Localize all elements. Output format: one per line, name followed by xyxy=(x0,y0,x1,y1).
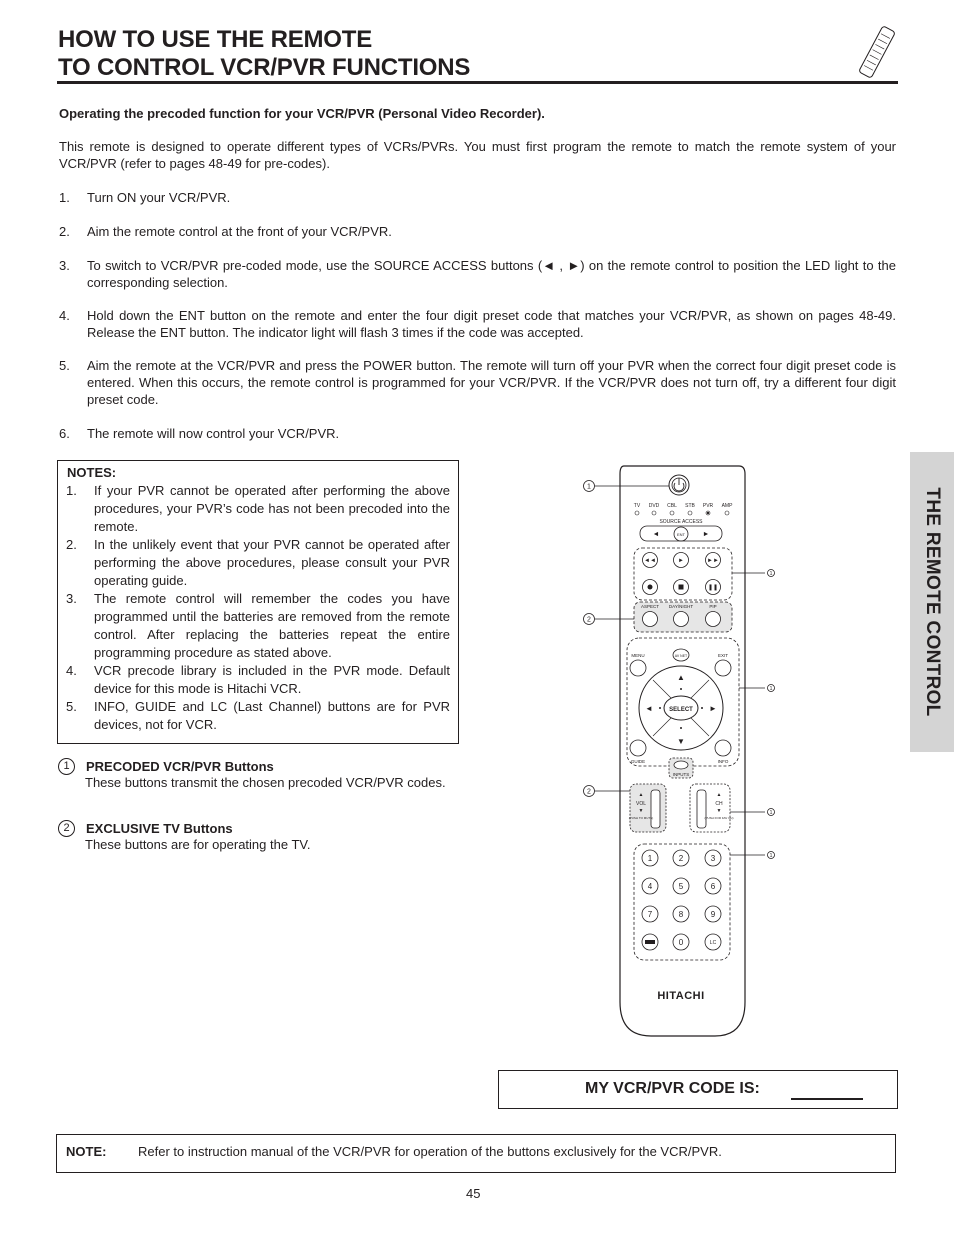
callout-number: 1 xyxy=(769,686,773,692)
digit-label: 7 xyxy=(647,910,653,919)
note-item xyxy=(66,662,450,698)
source-label-pvr: PVR xyxy=(702,503,714,509)
day-night-button xyxy=(674,612,689,627)
digit-label: 0 xyxy=(678,938,684,947)
step-number: 4. xyxy=(59,308,70,323)
ch-down-icon: ▼ xyxy=(716,808,722,814)
up-arrow-icon: ▲ xyxy=(677,673,685,682)
step-number: 3. xyxy=(59,258,70,273)
remote-thumbnail-icon xyxy=(856,24,898,80)
lc-label: LC xyxy=(709,940,717,946)
source-access-label: SOURCE ACCESS xyxy=(659,519,703,525)
step-text: Aim the remote control at the front of your VCR/PVR. xyxy=(87,224,392,239)
legend-title: PRECODED VCR/PVR Buttons xyxy=(86,759,274,774)
brand-logo: HITACHI xyxy=(657,990,705,1002)
note-text: INFO, GUIDE and LC (Last Channel) buttons are for PVR devices, not for VCR. xyxy=(94,699,450,732)
step-item xyxy=(59,425,896,442)
pause-icon: ❚❚ xyxy=(707,585,719,591)
note-item xyxy=(66,482,450,536)
digit-label: 1 xyxy=(647,854,653,863)
callout-marker: 2 xyxy=(58,820,75,837)
step-item xyxy=(59,189,896,206)
step-text: Turn ON your VCR/PVR. xyxy=(87,190,231,205)
rewind-icon: ◄◄ xyxy=(644,558,656,564)
play-icon: ► xyxy=(678,558,684,564)
menu-label: MENU xyxy=(631,653,645,658)
step-number: 2. xyxy=(59,224,70,239)
guide-label: GUIDE xyxy=(630,759,646,764)
title-divider xyxy=(57,81,898,84)
left-arrow-icon: ◄ xyxy=(645,704,653,713)
page-title xyxy=(58,26,470,82)
note-item xyxy=(66,698,450,734)
remote-body xyxy=(620,466,745,1036)
source-label-tv: TV xyxy=(633,503,641,509)
legend-description: These buttons are for operating the TV. xyxy=(85,837,311,852)
remote-illustration xyxy=(575,462,775,1042)
volume-rocker xyxy=(651,790,660,828)
ch-label: CH xyxy=(715,801,723,807)
step-text: Aim the remote at the VCR/PVR and press the POWER button. The remote will turn off your PVR when the correct four digit preset code is entered. When this occurs, the remote control is programmed for your VCR/PVR. If the VCR/PVR does not turn off, try a different four digit preset code. xyxy=(87,358,896,407)
source-label-cbl: CBL xyxy=(667,503,677,509)
legend-exclusive-tv xyxy=(58,820,458,853)
note-text: If your PVR cannot be operated after performing the above procedures, your PVR’s code has not been precoded into the remote. xyxy=(94,483,450,534)
av-net-label: AV NET xyxy=(674,654,688,658)
exit-label: EXIT xyxy=(717,653,729,658)
vol-up-icon: ▲ xyxy=(638,792,644,798)
callout-number: 1 xyxy=(587,483,591,491)
section-tab-label: THE REMOTE CONTROL xyxy=(922,487,943,717)
digit-label: 3 xyxy=(710,854,716,863)
select-label: SELECT xyxy=(669,707,693,713)
note-text: The remote control will remember the codes you have programmed until the batteries are removed from the remote control. After replacing the batteries repeat the entire programming procedure as stated above. xyxy=(94,591,450,660)
digit-label: 5 xyxy=(678,882,684,891)
step-item xyxy=(59,307,896,341)
title-line-1: HOW TO USE THE REMOTE xyxy=(58,26,373,53)
callout-number: 2 xyxy=(587,616,591,624)
step-item xyxy=(59,223,896,240)
day-night-label: DAY/NIGHT xyxy=(668,604,694,609)
source-label-stb: STB xyxy=(685,503,695,509)
power-button xyxy=(669,475,689,495)
page-number: 45 xyxy=(466,1186,481,1201)
callout-number: 1 xyxy=(769,571,773,577)
right-arrow-icon: ► xyxy=(709,704,717,713)
legend-description: These buttons transmit the chosen precoded VCR/PVR codes. xyxy=(85,775,446,790)
note-item xyxy=(66,590,450,662)
callout-number: 1 xyxy=(769,853,773,859)
bottom-note-text: Refer to instruction manual of the VCR/PVR for operation of the buttons exclusively for the VCR/PVR. xyxy=(138,1144,722,1159)
vcr-code-box xyxy=(498,1070,898,1109)
legend-title: EXCLUSIVE TV Buttons xyxy=(86,821,233,836)
title-line-2: TO CONTROL VCR/PVR FUNCTIONS xyxy=(58,54,471,81)
source-label-dvd: DVD xyxy=(648,503,660,509)
digit-label: 6 xyxy=(710,882,716,891)
note-number: 1. xyxy=(66,483,77,498)
callout-number: 2 xyxy=(587,788,591,796)
source-right-arrow-icon: ► xyxy=(702,531,710,538)
note-number: 5. xyxy=(66,699,77,714)
notes-box xyxy=(57,460,459,744)
note-text: In the unlikely event that your PVR cannot be operated after performing the above procedures, please consult your PVR operating guide. xyxy=(94,537,450,588)
vol-mute-label: (PUSH TO MUTE) xyxy=(628,816,654,820)
step-number: 1. xyxy=(59,190,70,205)
pip-button xyxy=(706,612,721,627)
step-item xyxy=(59,357,896,408)
step-text: The remote will now control your VCR/PVR. xyxy=(87,426,340,441)
aspect-label: ASPECT xyxy=(640,604,660,609)
dash-icon xyxy=(645,940,655,944)
note-number: 4. xyxy=(66,663,77,678)
callout-marker: 1 xyxy=(58,758,75,775)
section-subheading: Operating the precoded function for your VCR/PVR (Personal Video Recorder). xyxy=(59,106,545,121)
stop-icon xyxy=(679,585,684,590)
notes-title: NOTES: xyxy=(67,465,117,480)
step-text: To switch to VCR/PVR pre-coded mode, use the SOURCE ACCESS buttons (◄ , ►) on the remote control to position the LED light to the corresponding selection. xyxy=(87,258,896,290)
ch-up-icon: ▲ xyxy=(716,792,722,798)
step-text: Hold down the ENT button on the remote and enter the four digit preset code that matches your VCR/PVR, as shown on pages 48-49. Release the ENT button. The indicator light will flash 3 times if the code was accepted. xyxy=(87,308,896,340)
step-item xyxy=(59,257,896,291)
pip-label: PIP xyxy=(709,604,717,609)
vcr-code-write-line xyxy=(791,1098,863,1100)
fast-forward-icon: ►► xyxy=(707,558,719,564)
aspect-button xyxy=(643,612,658,627)
record-icon xyxy=(648,585,653,590)
note-item xyxy=(66,536,450,590)
digit-label: 9 xyxy=(710,910,716,919)
note-number: 3. xyxy=(66,591,77,606)
bottom-note-label: NOTE: xyxy=(66,1144,107,1159)
intro-paragraph: This remote is designed to operate different types of VCRs/PVRs. You must first program the remote to match the remote system of your VCR/PVR (refer to pages 48-49 for pre-codes). xyxy=(59,139,896,171)
note-number: 2. xyxy=(66,537,77,552)
inputs-label: INPUTS xyxy=(672,772,690,777)
step-number: 6. xyxy=(59,426,70,441)
down-arrow-icon: ▼ xyxy=(677,737,685,746)
callout-number: 1 xyxy=(769,810,773,816)
info-label: INFO xyxy=(717,759,729,764)
digit-label: 2 xyxy=(678,854,684,863)
volume-group xyxy=(630,784,666,832)
vol-down-icon: ▼ xyxy=(638,808,644,814)
vol-label: VOL xyxy=(635,801,647,807)
ent-label: ENT xyxy=(677,532,685,537)
inputs-button xyxy=(674,761,688,769)
digit-label: 4 xyxy=(647,882,653,891)
legend-precoded xyxy=(58,758,458,791)
note-text: VCR precode library is included in the PVR mode. Default device for this mode is Hitachi VCR. xyxy=(94,663,450,696)
vcr-code-label: MY VCR/PVR CODE IS: xyxy=(585,1080,760,1097)
bottom-note-box xyxy=(56,1134,896,1173)
step-number: 5. xyxy=(59,358,70,373)
digit-label: 8 xyxy=(678,910,684,919)
ch-fav-label: (PUSH FOR FAV CH) xyxy=(704,816,734,820)
source-left-arrow-icon: ◄ xyxy=(652,531,660,538)
source-label-amp: AMP xyxy=(721,503,733,509)
